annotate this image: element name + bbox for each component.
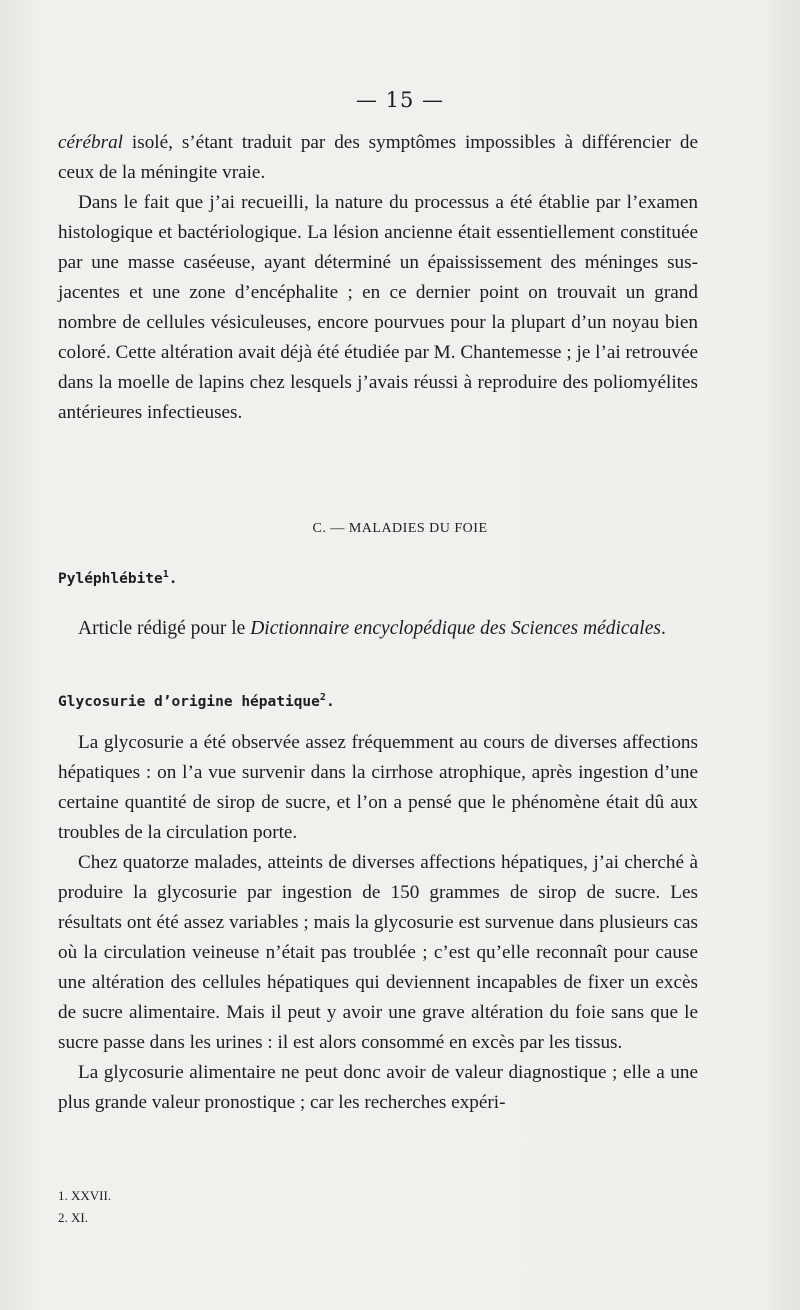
footnote: 2. XI. <box>58 1210 88 1225</box>
subsection-title-text: Pyléphlébite <box>58 570 163 587</box>
italic-word: cérébral <box>58 132 124 153</box>
text-block-top <box>58 128 698 428</box>
article-text: Article rédigé pour le <box>78 618 251 639</box>
subsection-title-text: Glycosurie d’origine hépatique <box>58 693 320 710</box>
punctuation: . <box>168 570 178 587</box>
subsection-title-pylephlebite <box>58 569 178 587</box>
punctuation: . <box>660 618 666 639</box>
paragraph: La glycosurie a été observée assez fréquemment au cours de diverses affections hépatiques : on l’a vue survenir dans la cirrhose atrophique, après ingestion d’une certaine quantité de sirop de sucre, et l’on a pensé que le phénomène était dû aux troubles de la circulation porte. <box>58 732 698 843</box>
footnote-marker: 1 <box>162 569 169 580</box>
subsection-title-glycosurie <box>58 692 335 710</box>
footnote: 1. XXVII. <box>58 1188 112 1203</box>
paragraph: Dans le fait que j’ai recueilli, la nature du processus a été établie par l’examen histologique et bactériologique. La lésion ancienne était essentiellement constituée par une masse caséeuse, ayant déterminé un épaississement des méninges sus-jacentes et une zone d’encéphalite ; en ce dernier point on trouvait un grand nombre de cellules vésiculeuses, encore pourvues pour la plupart d’un noyau bien coloré. Cette altération avait déjà été étudiée par M. Chantemesse ; je l’ai retrouvée dans la moelle de lapins chez lesquels j’avais réussi à reproduire des poliomyélites antérieures infectieuses. <box>58 192 698 423</box>
paragraph-continuation <box>58 128 698 188</box>
footnotes <box>58 1185 111 1229</box>
punctuation: . <box>325 693 335 710</box>
paragraph: Chez quatorze malades, atteints de diverses affections hépatiques, j’ai cherché à produire la glycosurie par ingestion de 150 grammes de sirop de sucre. Les résultats ont été assez variables ; mais la glycosurie est survenue dans plusieurs cas où la circulation veineuse n’était pas troublée ; c’est qu’elle reconnaît pour cause une altération des cellules hépatiques qui deviennent incapables de fixer un excès de sucre alimentaire. Mais il peut y avoir une grave altération du foie sans que le sucre passe dans les urines : il est alors consommé en excès par les tissus. <box>58 852 698 1053</box>
footnote-marker: 2 <box>319 692 326 703</box>
text-block-glycosurie <box>58 728 698 1118</box>
dictionary-title: Dictionnaire encyclopédique des Sciences médicales <box>250 618 661 639</box>
page-number: — 15 — <box>355 88 445 112</box>
section-heading: C. — MALADIES DU FOIE <box>312 521 488 536</box>
paragraph: La glycosurie alimentaire ne peut donc avoir de valeur diagnostique ; elle a une plus grande valeur pronostique ; car les recherches expéri- <box>58 1062 698 1113</box>
paragraph-text: isolé, s’étant traduit par des symptômes impossibles à différencier de ceux de la méningite vraie. <box>58 132 698 183</box>
article-reference <box>78 618 698 640</box>
